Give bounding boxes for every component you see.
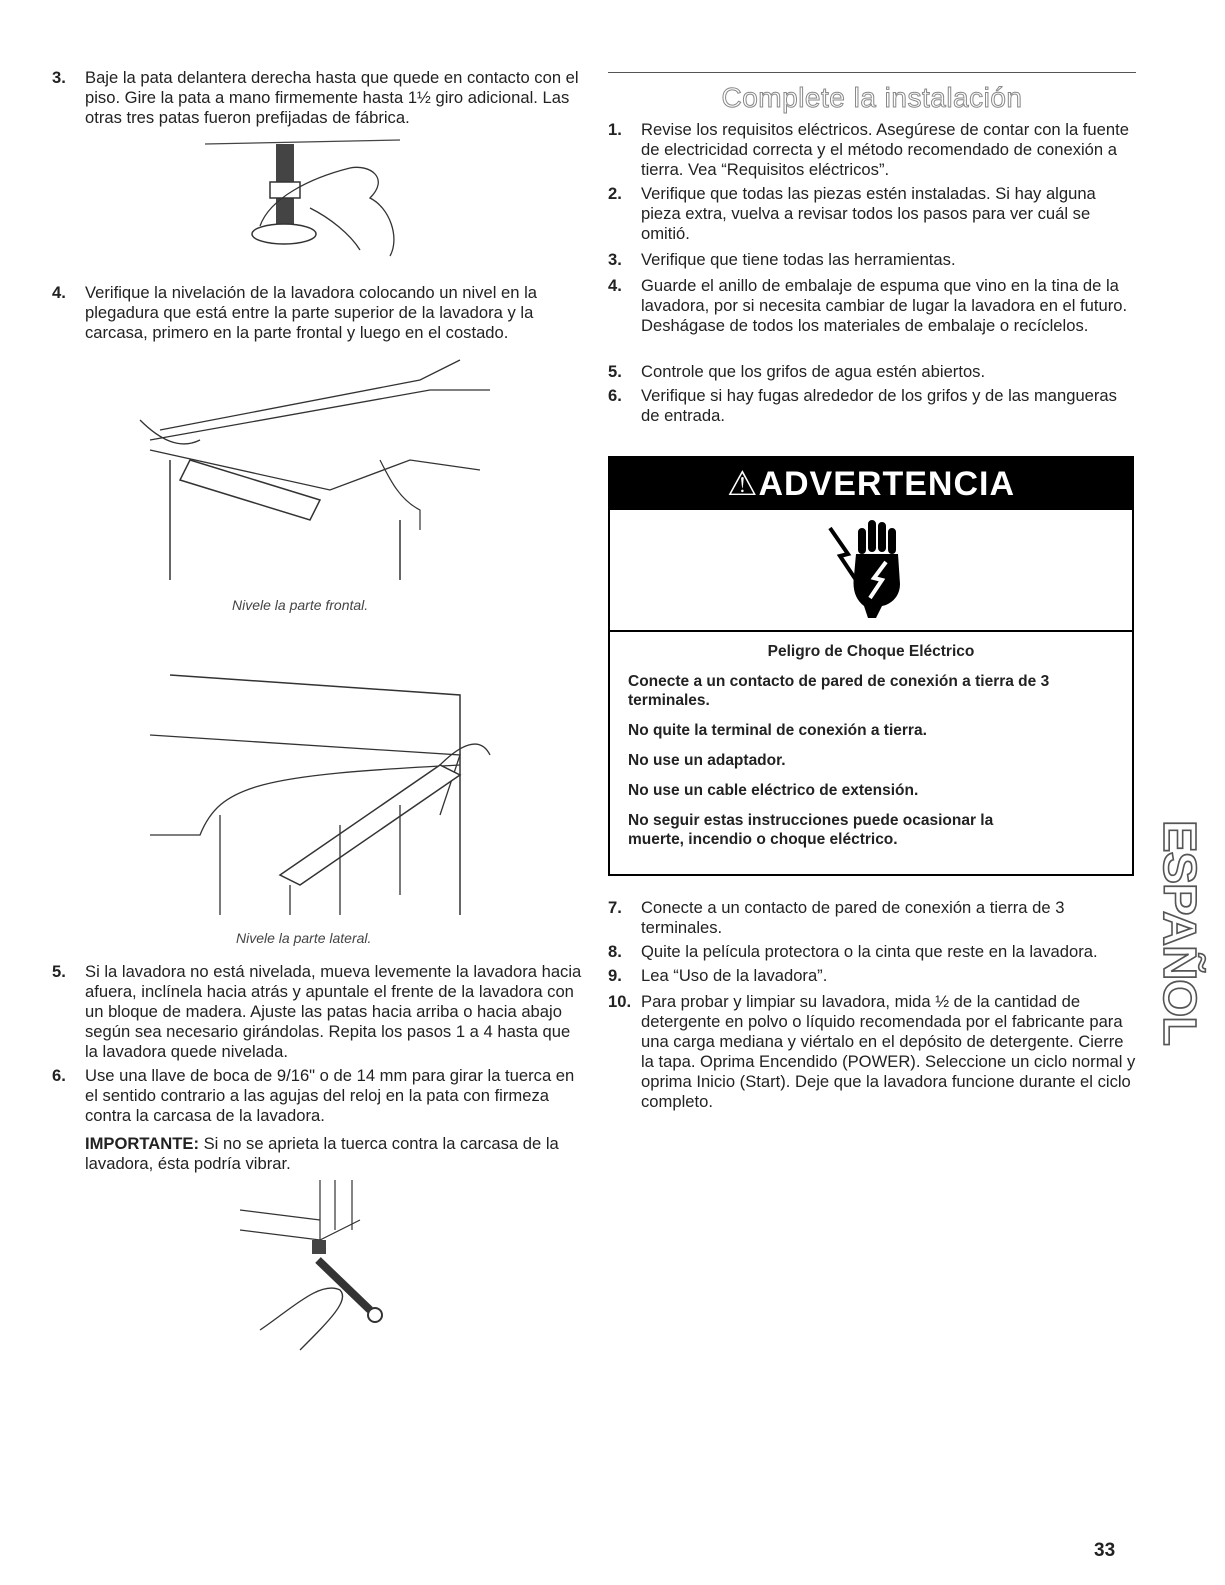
warning-header: ⚠ADVERTENCIA: [610, 458, 1132, 510]
step-text: Para probar y limpiar su lavadora, mida ½ de la cantidad de detergente en polvo o líquido recomendada por el fabricante para una carga mediana y viértalo en el depósito de detergente. Cierre la tapa. Oprima Encendido (POWER). Seleccione un ciclo normal y oprima Inicio (Start). Deje que la lavadora funcione durante el ciclo completo.: [641, 992, 1136, 1111]
step-text: Guarde el anillo de embalaje de espuma que vino en la tina de la lavadora, por si necesita cambiar de lugar la lavadora en el futuro. Deshágase de todos los materiales de embalaje o recíclelos.: [641, 276, 1128, 335]
danger-label: Peligro de Choque Eléctrico: [767, 643, 975, 660]
warning-box: [608, 456, 1134, 876]
level-front-illustration: [130, 350, 490, 590]
side-tab-text: ESPAÑOL: [1154, 820, 1206, 1032]
step-text: Verifique que tiene todas las herramientas.: [641, 250, 956, 269]
step-number: 2.: [608, 184, 622, 203]
step-number: 9.: [608, 966, 622, 985]
caption-front: Nivele la parte frontal.: [232, 597, 369, 613]
step-number: 6.: [608, 386, 622, 405]
step-text: Conecte a un contacto de pared de conexión a tierra de 3 terminales.: [641, 898, 1065, 937]
step-3-right: [608, 250, 1136, 270]
step-number: 3.: [608, 250, 622, 269]
step-5-right: [608, 362, 1136, 382]
step-10-right: [608, 992, 1136, 1112]
language-side-tab: [1148, 820, 1208, 1050]
step-6-text: Use una llave de boca de 9/16" o de 14 mm para girar la tuerca en el sentido contrario a las agujas del reloj en la pata con firmeza contra la carcasa de la lavadora.: [85, 1066, 575, 1125]
step-number: 5.: [52, 962, 66, 981]
caption-side: Nivele la parte lateral.: [236, 930, 372, 946]
step-text: Verifique la nivelación de la lavadora colocando un nivel en la plegadura que está entre la parte superior de la lavadora y la carcasa, primero en la parte frontal y luego en el costado.: [85, 283, 538, 342]
step-text: Baje la pata delantera derecha hasta que quede en contacto con el piso. Gire la pata a mano firmemente hasta 1½ giro adicional. Las otras tres patas fueron prefijadas de fábrica.: [85, 68, 579, 127]
step-9-right: [608, 966, 1136, 986]
step-number: 7.: [608, 898, 622, 917]
step-6-right: [608, 386, 1136, 426]
step-number: 4.: [608, 276, 622, 295]
step-6-left: [52, 1066, 582, 1174]
step-text: Revise los requisitos eléctricos. Asegúrese de contar con la fuente de electricidad correcta y el método recomendado de conexión a tierra. Vea “Requisitos eléctricos”.: [641, 120, 1129, 179]
warning-icon-area: [610, 510, 1132, 632]
important-text: Si no se aprieta la tuerca contra la carcasa de la lavadora, ésta podría vibrar.: [85, 1134, 559, 1173]
step-text: Controle que los grifos de agua estén abiertos.: [641, 362, 986, 381]
step-text: [85, 1066, 582, 1174]
step-number: 4.: [52, 283, 66, 302]
step-4-left: [52, 283, 582, 343]
wrench-illustration: [240, 1180, 390, 1360]
warning-line-5: No seguir estas instrucciones puede ocasionar la muerte, incendio o choque eléctrico.: [628, 812, 994, 848]
leg-adjust-illustration: [200, 138, 410, 270]
step-text: Si la lavadora no está nivelada, mueva levemente la lavadora hacia afuera, inclínela hacia atrás y apuntale el frente de la lavadora con un bloque de madera. Ajuste las patas hacia arriba o hacia abajo según sea necesario girándolas. Repita los pasos 1 a 4 hasta que la lavadora quede nivelada.: [85, 962, 582, 1061]
step-4-right: [608, 276, 1136, 336]
step-number: 3.: [52, 68, 66, 87]
step-number: 5.: [608, 362, 622, 381]
step-number: 8.: [608, 942, 622, 961]
warning-line-2: No quite la terminal de conexión a tierra.: [628, 722, 927, 739]
warning-line-3: No use un adaptador.: [628, 752, 786, 769]
step-text: Lea “Uso de la lavadora”.: [641, 966, 828, 985]
level-side-illustration: [140, 665, 500, 920]
step-number: 6.: [52, 1066, 66, 1085]
electric-shock-hand-icon: [826, 520, 916, 620]
step-5-left: [52, 962, 582, 1062]
step-1-right: [608, 120, 1136, 180]
step-text: Verifique si hay fugas alrededor de los grifos y de las mangueras de entrada.: [641, 386, 1117, 425]
step-text: Verifique que todas las piezas estén instaladas. Si hay alguna pieza extra, vuelva a revisar todos los pasos para ver cuál se omitió.: [641, 184, 1096, 243]
section-rule: [608, 72, 1136, 73]
warning-line-4: No use un cable eléctrico de extensión.: [628, 782, 919, 799]
important-label: IMPORTANTE:: [85, 1134, 199, 1153]
warning-body: [610, 632, 1132, 870]
step-8-right: [608, 942, 1136, 962]
step-text: Quite la película protectora o la cinta que reste en la lavadora.: [641, 942, 1098, 961]
step-2-right: [608, 184, 1136, 244]
step-number: 10.: [608, 992, 632, 1011]
warning-line-1: Conecte a un contacto de pared de conexión a tierra de 3 terminales.: [628, 673, 1050, 709]
section-title: Complete la instalación: [721, 82, 1023, 113]
page-number: 33: [1094, 1540, 1116, 1561]
step-number: 1.: [608, 120, 622, 139]
step-3-left: [52, 68, 582, 128]
step-7-right: [608, 898, 1078, 938]
